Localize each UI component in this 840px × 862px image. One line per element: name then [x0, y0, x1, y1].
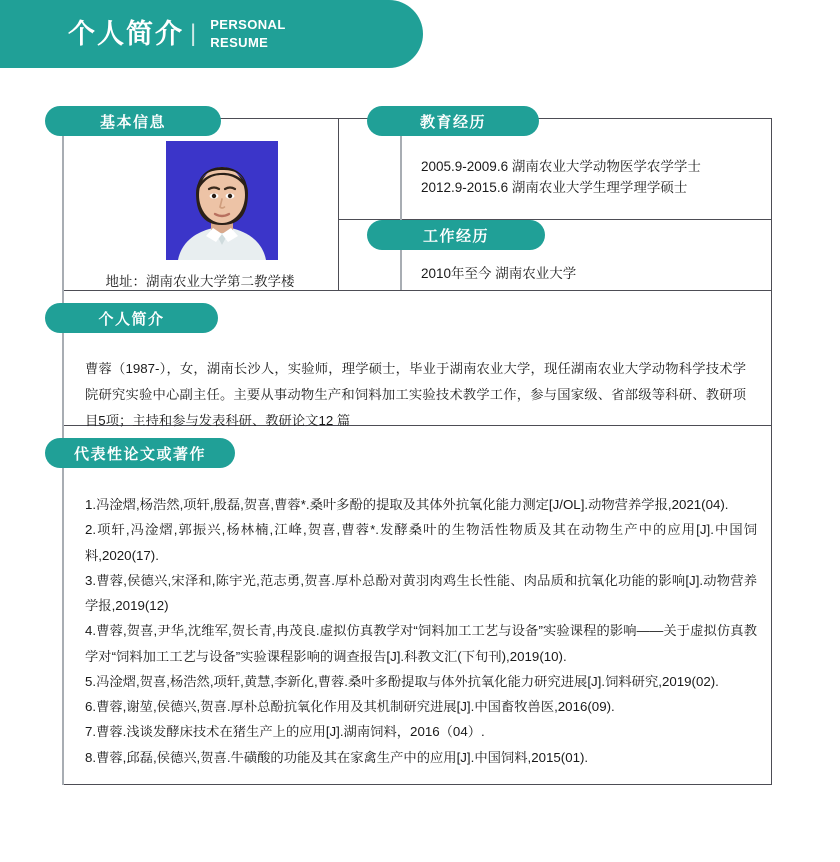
publication-item: 1.冯淦熠,杨浩然,项轩,殷磊,贺喜,曹蓉*.桑叶多酚的提取及其体外抗氧化能力测定[J/OL].动物营养学报,2021(04).	[85, 497, 729, 512]
section-header-publications	[45, 438, 235, 468]
section-header-basic-info-label: 基本信息	[99, 113, 166, 131]
page-header-banner	[0, 0, 423, 68]
publication-item: 7.曹蓉.浅谈发酵床技术在猪生产上的应用[J].湖南饲料，2016（04）.	[85, 724, 485, 740]
guide-line-publications	[62, 423, 64, 785]
section-header-profile	[45, 303, 218, 333]
profile-photo-illustration	[166, 141, 278, 260]
section-header-education-label: 教育经历	[419, 113, 486, 131]
upper-column-divider	[338, 118, 339, 290]
education-entry-list	[421, 157, 701, 199]
publication-item: 4.曹蓉,贺喜,尹华,沈维军,贺长青,冉茂良.虚拟仿真教学对“饲料加工工艺与设备”实验课程的影响——关于虚拟仿真教学对“饲料加工工艺与设备”实验课程影响的调查报告[J].科教文汇(下旬刊),2019(10).	[85, 623, 757, 664]
publication-item: 6.曹蓉,谢堃,侯德兴,贺喜.厚朴总酚抗氧化作用及其机制研究进展[J].中国畜牧兽医,2016(09).	[85, 699, 615, 714]
banner-title-group	[68, 0, 286, 68]
education-entry: 2012.9-2015.6 湖南农业大学生理学理学硕士	[421, 179, 688, 195]
section-header-work	[367, 220, 545, 250]
publication-list	[85, 492, 757, 770]
upper-section-rule	[62, 290, 772, 291]
section-header-profile-label: 个人简介	[98, 310, 165, 328]
section-header-work-label: 工作经历	[422, 227, 489, 245]
work-entry: 2010年至今 湖南农业大学	[421, 266, 577, 281]
address-text: 地址：湖南农业大学第二教学楼	[105, 274, 295, 289]
work-entry-list	[421, 264, 576, 285]
publication-item: 5.冯淦熠,贺喜,杨浩然,项轩,黄慧,李新化,曹蓉.桑叶多酚提取与体外抗氧化能力研究进展[J].饲料研究,2019(02).	[85, 673, 719, 689]
section-header-education	[367, 106, 539, 136]
education-entry: 2005.9-2009.6 湖南农业大学动物医学农学学士	[421, 159, 701, 174]
publication-item: 3.曹蓉,侯德兴,宋泽和,陈宇光,范志勇,贺喜.厚朴总酚对黄羽肉鸡生长性能、肉品质和抗氧化功能的影响[J].动物营养学报,2019(12)	[85, 572, 757, 613]
guide-line-basic-info	[62, 133, 64, 290]
banner-title-en-line1: PERSONAL	[210, 17, 286, 33]
banner-title-cn: 个人简介	[68, 18, 184, 49]
profile-photo	[166, 141, 278, 260]
guide-line-education	[400, 133, 402, 219]
profile-body-text: 曹蓉（1987-），女，湖南长沙人，实验师，理学硕士，毕业于湖南农业大学，现任湖南农业大学动物科学技术学院研究实验中心副主任。主要从事动物生产和饲料加工实验技术教学工作，参与国家级、省部级等科研、教研项目5项；主持和参与发表科研、教研论文12 篇	[85, 361, 746, 428]
section-header-basic-info	[45, 106, 221, 136]
publication-item: 8.曹蓉,邱磊,侯德兴,贺喜.牛磺酸的功能及其在家禽生产中的应用[J].中国饲料,2015(01).	[85, 749, 589, 765]
banner-separator: |	[190, 20, 197, 47]
publication-item: 2.项轩,冯淦熠,郭振兴,杨林楠,江峰,贺喜,曹蓉*.发酵桑叶的生物活性物质及其在动物生产中的应用[J].中国饲料,2020(17).	[85, 522, 757, 563]
banner-title-en-line2: RESUME	[210, 35, 269, 50]
section-header-publications-label: 代表性论文或著作	[73, 445, 206, 463]
banner-title-en	[210, 16, 285, 51]
